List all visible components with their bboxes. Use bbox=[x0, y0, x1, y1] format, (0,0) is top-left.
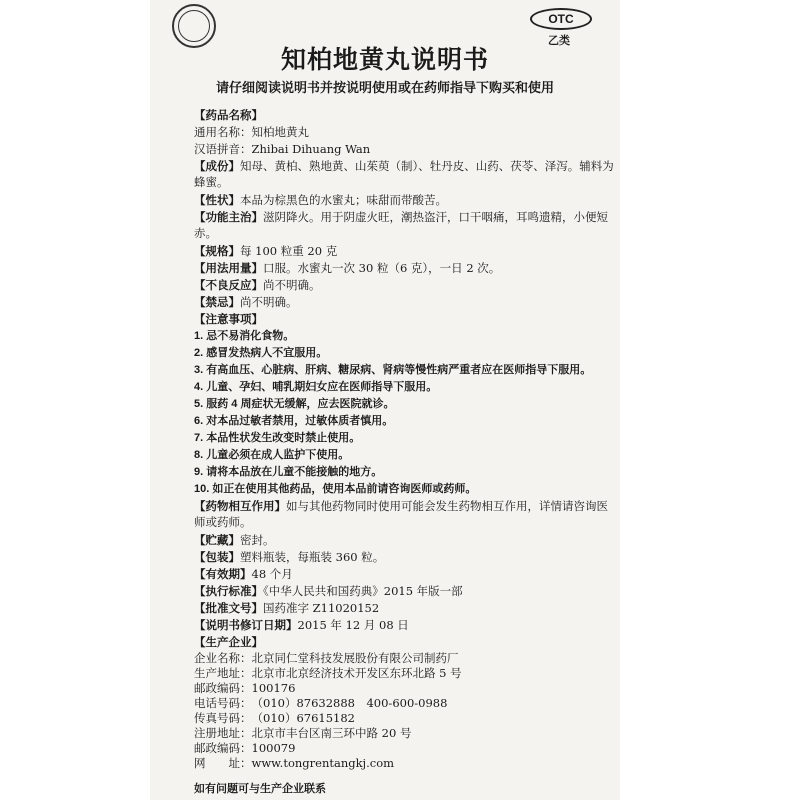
maker-label: 注册地址： bbox=[194, 726, 252, 740]
maker-value: 北京市北京经济技术开发区东环北路 5 号 bbox=[251, 666, 462, 680]
approval-text: 国药准字 Z11020152 bbox=[263, 601, 380, 615]
spec-section bbox=[194, 243, 614, 259]
logo-seal bbox=[178, 10, 210, 42]
revision-tag: 【说明书修订日期】 bbox=[194, 618, 298, 632]
function-section bbox=[194, 209, 614, 241]
note-item: 5. 服药 4 周症状无缓解，应去医院就诊。 bbox=[194, 398, 395, 410]
maker-value: www.tongrentangkj.com bbox=[251, 756, 395, 770]
function-tag: 【功能主治】 bbox=[194, 210, 263, 224]
note-item: 2. 感冒发热病人不宜服用。 bbox=[194, 347, 328, 359]
maker-label: 生产地址： bbox=[194, 666, 252, 680]
interaction-section bbox=[194, 498, 614, 530]
standard-tag: 【执行标准】 bbox=[194, 584, 263, 598]
storage-section bbox=[194, 532, 614, 548]
maker-row bbox=[194, 741, 614, 756]
validity-text: 48 个月 bbox=[251, 567, 293, 581]
validity-tag: 【有效期】 bbox=[194, 567, 252, 581]
notes-tag: 【注意事项】 bbox=[194, 312, 263, 326]
maker-value: 100079 bbox=[251, 741, 296, 755]
note-item: 3. 有高血压、心脏病、肝病、糖尿病、肾病等慢性病严重者应在医师指导下服用。 bbox=[194, 364, 592, 376]
validity-section bbox=[194, 566, 614, 582]
adverse-text: 尚不明确。 bbox=[263, 278, 321, 292]
page-title: 知柏地黄丸说明书 bbox=[280, 46, 489, 74]
maker-label: 企业名称： bbox=[194, 651, 252, 665]
note-item: 4. 儿童、孕妇、哺乳期妇女应在医师指导下服用。 bbox=[194, 381, 438, 393]
maker-value: （010）67615182 bbox=[251, 711, 355, 725]
maker-label: 电话号码： bbox=[194, 696, 252, 710]
maker-tag: 【生产企业】 bbox=[194, 635, 263, 649]
drug-name-header: 【药品名称】 bbox=[194, 108, 263, 122]
otc-badge: OTC bbox=[530, 8, 592, 30]
approval-section bbox=[194, 600, 614, 616]
spec-text: 每 100 粒重 20 克 bbox=[240, 244, 338, 258]
maker-row bbox=[194, 756, 614, 771]
package-section bbox=[194, 549, 614, 565]
revision-section bbox=[194, 617, 614, 633]
footer-note: 如有问题可与生产企业联系 bbox=[194, 783, 326, 795]
generic-name: 通用名称：知柏地黄丸 bbox=[194, 125, 309, 139]
revision-text: 2015 年 12 月 08 日 bbox=[297, 618, 409, 632]
maker-row bbox=[194, 726, 614, 741]
maker-label: 传真号码： bbox=[194, 711, 252, 725]
note-item: 10. 如正在使用其他药品，使用本品前请咨询医师或药师。 bbox=[194, 483, 477, 495]
maker-row bbox=[194, 711, 614, 726]
adverse-tag: 【不良反应】 bbox=[194, 278, 263, 292]
usage-section bbox=[194, 260, 614, 276]
note-item: 7. 本品性状发生改变时禁止使用。 bbox=[194, 432, 361, 444]
maker-row bbox=[194, 696, 614, 711]
ingredients-text: 知母、黄柏、熟地黄、山茱萸（制）、牡丹皮、山药、茯苓、泽泻。辅料为蜂蜜。 bbox=[194, 159, 614, 189]
otc-class-label: 乙类 bbox=[548, 35, 570, 47]
page-subtitle: 请仔细阅读说明书并按说明使用或在药师指导下购买和使用 bbox=[215, 80, 554, 95]
character-text: 本品为棕黑色的水蜜丸；味甜而带酸苦。 bbox=[240, 193, 447, 207]
maker-row bbox=[194, 666, 614, 681]
maker-row bbox=[194, 651, 614, 666]
maker-row bbox=[194, 681, 614, 696]
interaction-text: 如与其他药物同时使用可能会发生药物相互作用，详情请咨询医师或药师。 bbox=[194, 499, 608, 529]
note-item: 8. 儿童必须在成人监护下使用。 bbox=[194, 449, 350, 461]
package-text: 塑料瓶装，每瓶装 360 粒。 bbox=[240, 550, 385, 564]
standard-section bbox=[194, 583, 614, 599]
note-item: 6. 对本品过敏者禁用，过敏体质者慎用。 bbox=[194, 415, 394, 427]
ingredients-section bbox=[194, 158, 614, 190]
character-section bbox=[194, 192, 614, 208]
contra-section bbox=[194, 294, 614, 310]
ingredients-tag: 【成份】 bbox=[194, 159, 240, 173]
storage-tag: 【贮藏】 bbox=[194, 533, 240, 547]
standard-text: 《中华人民共和国药典》2015 年版一部 bbox=[263, 584, 463, 598]
storage-text: 密封。 bbox=[240, 533, 275, 547]
maker-value: 北京同仁堂科技发展股份有限公司制药厂 bbox=[251, 651, 459, 665]
approval-tag: 【批准文号】 bbox=[194, 601, 263, 615]
pinyin-name: 汉语拼音：Zhibai Dihuang Wan bbox=[194, 142, 371, 156]
usage-text: 口服。水蜜丸一次 30 粒（6 克），一日 2 次。 bbox=[263, 261, 501, 275]
interaction-tag: 【药物相互作用】 bbox=[194, 499, 286, 513]
note-item: 9. 请将本品放在儿童不能接触的地方。 bbox=[194, 466, 383, 478]
function-text: 滋阴降火。用于阴虚火旺，潮热盗汗，口干咽痛，耳鸣遗精，小便短赤。 bbox=[194, 210, 608, 240]
maker-label: 邮政编码： bbox=[194, 741, 252, 755]
adverse-section bbox=[194, 277, 614, 293]
maker-value: 100176 bbox=[251, 681, 296, 695]
character-tag: 【性状】 bbox=[194, 193, 240, 207]
maker-label: 网 址： bbox=[194, 756, 252, 770]
contra-tag: 【禁忌】 bbox=[194, 295, 240, 309]
maker-label: 邮政编码： bbox=[194, 681, 252, 695]
package-tag: 【包装】 bbox=[194, 550, 240, 564]
contra-text: 尚不明确。 bbox=[240, 295, 298, 309]
maker-value: （010）87632888 400-600-0988 bbox=[251, 696, 448, 710]
maker-value: 北京市丰台区南三环中路 20 号 bbox=[251, 726, 412, 740]
note-item: 1. 忌不易消化食物。 bbox=[194, 330, 295, 342]
spec-tag: 【规格】 bbox=[194, 244, 240, 258]
usage-tag: 【用法用量】 bbox=[194, 261, 263, 275]
